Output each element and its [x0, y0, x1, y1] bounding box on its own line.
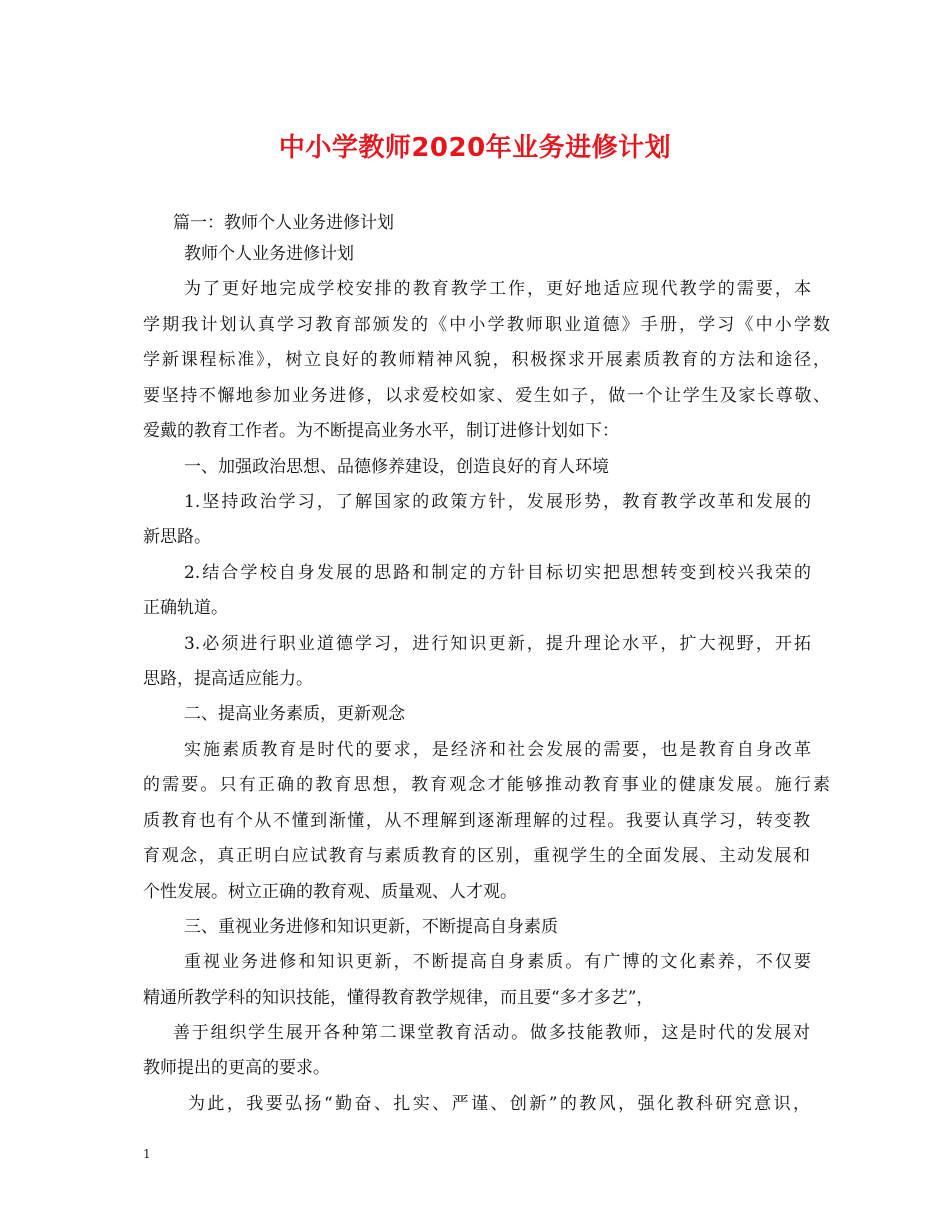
paragraph-line: 2.结合学校自身发展的思路和制定的方针目标切实把思想转变到校兴我荣的: [184, 563, 811, 583]
section-heading: 二、提高业务素质，更新观念: [184, 704, 405, 724]
document-title: 中小学教师2020年业务进修计划: [278, 133, 672, 163]
paragraph-line: 1.坚持政治学习，了解国家的政策方针，发展形势，教育教学改革和发展的: [184, 492, 811, 512]
paragraph-line: 教师提出的更高的要求。: [143, 1058, 330, 1078]
paragraph-line: 新思路。: [143, 527, 211, 547]
paragraph-line: 质教育也有个从不懂到渐懂，从不理解到逐渐理解的过程。我要认真学习，转变教: [143, 811, 810, 831]
section-heading: 三、重视业务进修和知识更新，不断提高自身素质: [184, 917, 558, 937]
page-number: 1: [143, 1147, 151, 1161]
paragraph-line: 重视业务进修和知识更新，不断提高自身素质。有广博的文化素养，不仅要: [184, 952, 811, 972]
paragraph-line: 善于组织学生展开各种第二课堂教育活动。做多技能教师，这是时代的发展对: [173, 1023, 810, 1043]
paragraph-line: 正确轨道。: [143, 598, 228, 618]
paragraph-line: 育观念，真正明白应试教育与素质教育的区别，重视学生的全面发展、主动发展和: [143, 846, 810, 866]
paragraph-line: 爱戴的教育工作者。为不断提高业务水平，制订进修计划如下：: [143, 421, 619, 441]
paragraph-line: 为此，我要弘扬“勤奋、扎实、严谨、创新”的教风，强化教科研究意识，: [188, 1094, 810, 1114]
subheading: 教师个人业务进修计划: [184, 244, 354, 264]
paragraph-line: 个性发展。树立正确的教育观、质量观、人才观。: [143, 882, 517, 902]
paragraph-line: 思路，提高适应能力。: [143, 669, 313, 689]
paragraph-line: 3.必须进行职业道德学习，进行知识更新，提升理论水平，扩大视野，开拓: [184, 634, 811, 654]
paragraph-line: 要坚持不懈地参加业务进修，以求爱校如家、爱生如子，做一个让学生及家长尊敬、: [143, 386, 830, 406]
paragraph-line: 精通所教学科的知识技能，懂得教育教学规律，而且要“多才多艺”，: [143, 988, 654, 1008]
section-heading: 一、加强政治思想、品德修养建设，创造良好的育人环境: [184, 457, 609, 477]
section-heading: 篇一：教师个人业务进修计划: [173, 213, 394, 233]
paragraph-line: 实施素质教育是时代的要求，是经济和社会发展的需要，也是教育自身改革: [184, 740, 811, 760]
paragraph-line: 的需要。只有正确的教育思想，教育观念才能够推动教育事业的健康发展。施行素: [143, 775, 830, 795]
paragraph-line: 为了更好地完成学校安排的教育教学工作，更好地适应现代教学的需要，本: [184, 279, 811, 299]
paragraph-line: 学期我计划认真学习教育部颁发的《中小学教师职业道德》手册，学习《中小学数: [143, 315, 830, 335]
paragraph-line: 学新课程标准》，树立良好的教师精神风貌，积极探求开展素质教育的方法和途径，: [143, 350, 830, 370]
